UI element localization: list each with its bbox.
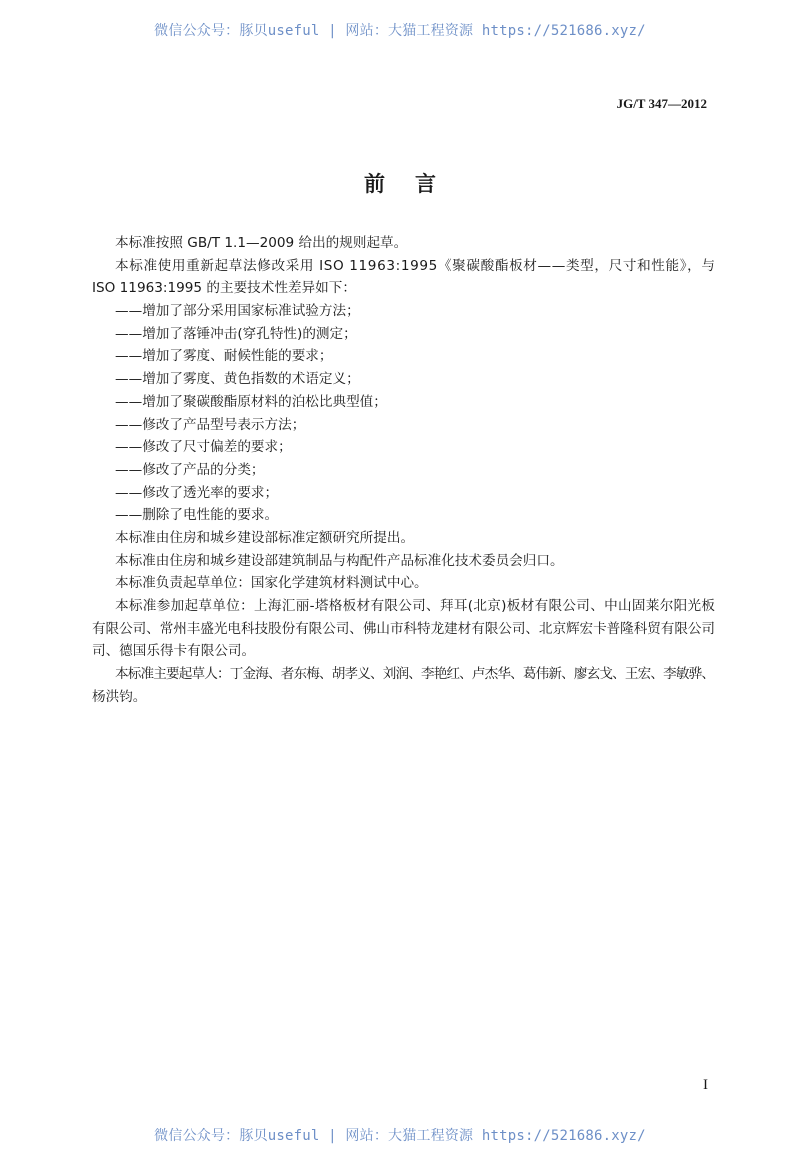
text-line-row bbox=[92, 368, 715, 391]
text-line: 本标准负责起草单位：国家化学建筑材料测试中心。 bbox=[115, 575, 428, 592]
watermark-top: 微信公众号：豚贝useful | 网站：大猫工程资源 https://521686.xyz/ bbox=[154, 23, 646, 39]
text-line: ——修改了产品型号表示方法； bbox=[115, 416, 306, 433]
text-line: ——增加了雾度、耐候性能的要求； bbox=[115, 348, 333, 365]
text-line-row bbox=[92, 436, 715, 459]
text-line: 本标准按照 GB/T 1.1—2009 给出的规则起草。 bbox=[115, 235, 408, 251]
text-line-row bbox=[92, 527, 715, 550]
text-line-row bbox=[92, 300, 715, 323]
text-line-row bbox=[92, 663, 715, 686]
text-line: ——删除了电性能的要求。 bbox=[115, 507, 279, 524]
text-line-row bbox=[92, 618, 715, 641]
text-line-row bbox=[92, 459, 715, 482]
text-line-row bbox=[92, 550, 715, 573]
text-line: 司、德国乐得卡有限公司。 bbox=[92, 643, 256, 660]
text-line-row bbox=[92, 482, 715, 505]
standard-number: JG/T 347—2012 bbox=[616, 96, 707, 111]
text-line-row bbox=[92, 391, 715, 414]
text-line-row bbox=[92, 345, 715, 368]
text-line: 杨洪钧。 bbox=[92, 688, 147, 705]
text-line-row bbox=[92, 255, 715, 278]
text-line: 本标准使用重新起草法修改采用 ISO 11963:1995《聚碳酸酯板材——类型，尺寸和性能》，与 bbox=[115, 257, 716, 274]
foreword-body bbox=[92, 232, 715, 708]
text-line: 本标准由住房和城乡建设部建筑制品与构配件产品标准化技术委员会归口。 bbox=[115, 552, 564, 569]
text-line-row bbox=[92, 595, 715, 618]
text-line: 本标准由住房和城乡建设部标准定额研究所提出。 bbox=[115, 529, 415, 546]
text-line: ——修改了透光率的要求； bbox=[115, 484, 279, 501]
text-line: ——修改了尺寸偏差的要求； bbox=[115, 439, 292, 456]
text-line: 有限公司、常州丰盛光电科技股份有限公司、佛山市科特龙建材有限公司、北京辉宏卡普隆科贸有限公司 bbox=[92, 620, 715, 637]
text-line-row bbox=[92, 686, 715, 709]
text-line: ——增加了聚碳酸酯原材料的泊松比典型值； bbox=[115, 393, 387, 410]
page-title: 前言 bbox=[364, 172, 466, 196]
text-line: 本标准参加起草单位：上海汇丽-塔格板材有限公司、拜耳(北京)板材有限公司、中山固莱尔阳光板 bbox=[115, 598, 716, 614]
text-line: ——增加了落锤冲击(穿孔特性)的测定； bbox=[115, 325, 357, 342]
text-line-row bbox=[92, 414, 715, 437]
text-line-row bbox=[92, 640, 715, 663]
text-line-row bbox=[92, 572, 715, 595]
text-line: 本标准主要起草人：丁金海、者东梅、胡孝义、刘润、李艳红、卢杰华、葛伟新、廖玄戈、王宏、李敏骅、 bbox=[115, 666, 715, 683]
page-number: I bbox=[703, 1077, 708, 1093]
text-line: ——增加了部分采用国家标准试验方法； bbox=[115, 303, 360, 320]
text-line: ——修改了产品的分类； bbox=[115, 461, 265, 478]
text-line: ISO 11963:1995 的主要技术性差异如下： bbox=[92, 280, 356, 297]
text-line: ——增加了雾度、黄色指数的术语定义； bbox=[115, 371, 360, 388]
text-line-row bbox=[92, 232, 715, 255]
watermark-bottom: 微信公众号：豚贝useful | 网站：大猫工程资源 https://521686.xyz/ bbox=[154, 1128, 646, 1144]
text-line-row bbox=[92, 277, 715, 300]
text-line-row bbox=[92, 504, 715, 527]
text-line-row bbox=[92, 323, 715, 346]
